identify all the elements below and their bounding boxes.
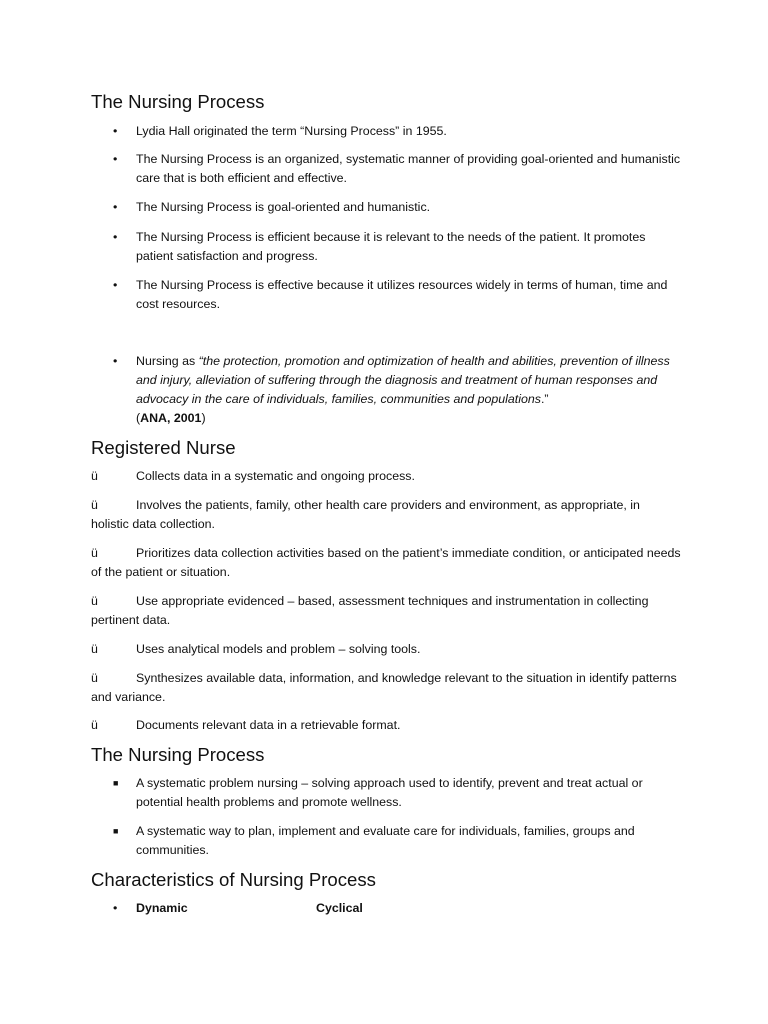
- definition-lead: Nursing as: [136, 354, 199, 368]
- check-marker: ü: [91, 469, 98, 483]
- check-item-text: Prioritizes data collection activities based on the patient’s immediate condition, or anticipated needs of the patient or situation.: [91, 546, 681, 579]
- square-bullet-marker: ■: [113, 826, 119, 836]
- definition-quote-end: .”: [540, 392, 549, 406]
- citation-close-paren: ): [201, 411, 206, 425]
- check-item-text: Uses analytical models and problem – solving tools.: [136, 642, 421, 656]
- check-marker: ü: [91, 594, 98, 608]
- check-item: [91, 640, 681, 659]
- section-heading-nursing-process-2: The Nursing Process: [91, 744, 265, 765]
- list-item-text: A systematic way to plan, implement and evaluate care for individuals, families, groups and communities.: [136, 824, 635, 857]
- check-item-text: Synthesizes available data, information, and knowledge relevant to the situation in identify patterns and variance.: [91, 671, 677, 704]
- check-item-text: Collects data in a systematic and ongoing process.: [136, 469, 415, 483]
- square-bullet-marker: ■: [113, 778, 119, 788]
- bullet-marker: •: [113, 901, 118, 915]
- check-item: [91, 669, 681, 707]
- bullet-marker: •: [113, 152, 118, 166]
- check-marker: ü: [91, 546, 98, 560]
- bullet-marker: •: [113, 124, 118, 138]
- bullet-marker: •: [113, 278, 118, 292]
- list-item-text: A systematic problem nursing – solving approach used to identify, prevent and treat actual or potential health problems and promote wellness.: [136, 776, 643, 809]
- check-item: [91, 592, 681, 630]
- bullet-marker: •: [113, 200, 118, 214]
- bullet-marker: •: [113, 230, 118, 244]
- section-heading-registered-nurse: Registered Nurse: [91, 437, 236, 458]
- check-marker: ü: [91, 642, 98, 656]
- check-marker: ü: [91, 718, 98, 732]
- citation-open-paren: (: [136, 411, 141, 425]
- check-item: [91, 716, 681, 735]
- definition-citation: ANA, 2001: [140, 411, 202, 425]
- definition-quote: “the protection, promotion and optimization of health and abilities, prevention of illness and injury, alleviation of suffering through the diagnosis and treatment of human responses and advocacy in the care of individuals, families, communities and populations: [136, 354, 670, 406]
- check-item: [91, 467, 681, 486]
- list-item-text: Lydia Hall originated the term “Nursing Process” in 1955.: [136, 124, 447, 138]
- characteristic-dynamic: Dynamic: [136, 901, 188, 915]
- check-item: [91, 544, 681, 582]
- definition-text: [136, 352, 681, 428]
- list-item-text: The Nursing Process is efficient because it is relevant to the needs of the patient. It promotes patient satisfaction and progress.: [136, 230, 646, 263]
- list-item-text: The Nursing Process is goal-oriented and humanistic.: [136, 200, 431, 214]
- characteristic-cyclical: Cyclical: [316, 901, 363, 915]
- bullet-marker: •: [113, 354, 118, 368]
- list-item-text: The Nursing Process is effective because it utilizes resources widely in terms of human, time and cost resources.: [136, 278, 668, 311]
- section-heading-characteristics: Characteristics of Nursing Process: [91, 869, 376, 890]
- check-item: [91, 496, 681, 534]
- list-item-text: The Nursing Process is an organized, systematic manner of providing goal-oriented and humanistic care that is both efficient and effective.: [136, 152, 681, 185]
- check-item-text: Involves the patients, family, other health care providers and environment, as appropriate, in holistic data collection.: [91, 498, 640, 531]
- check-item-text: Use appropriate evidenced – based, assessment techniques and instrumentation in collecting pertinent data.: [91, 594, 649, 627]
- section-heading-nursing-process: The Nursing Process: [91, 91, 265, 112]
- check-marker: ü: [91, 498, 98, 512]
- check-item-text: Documents relevant data in a retrievable format.: [136, 718, 401, 732]
- check-marker: ü: [91, 671, 98, 685]
